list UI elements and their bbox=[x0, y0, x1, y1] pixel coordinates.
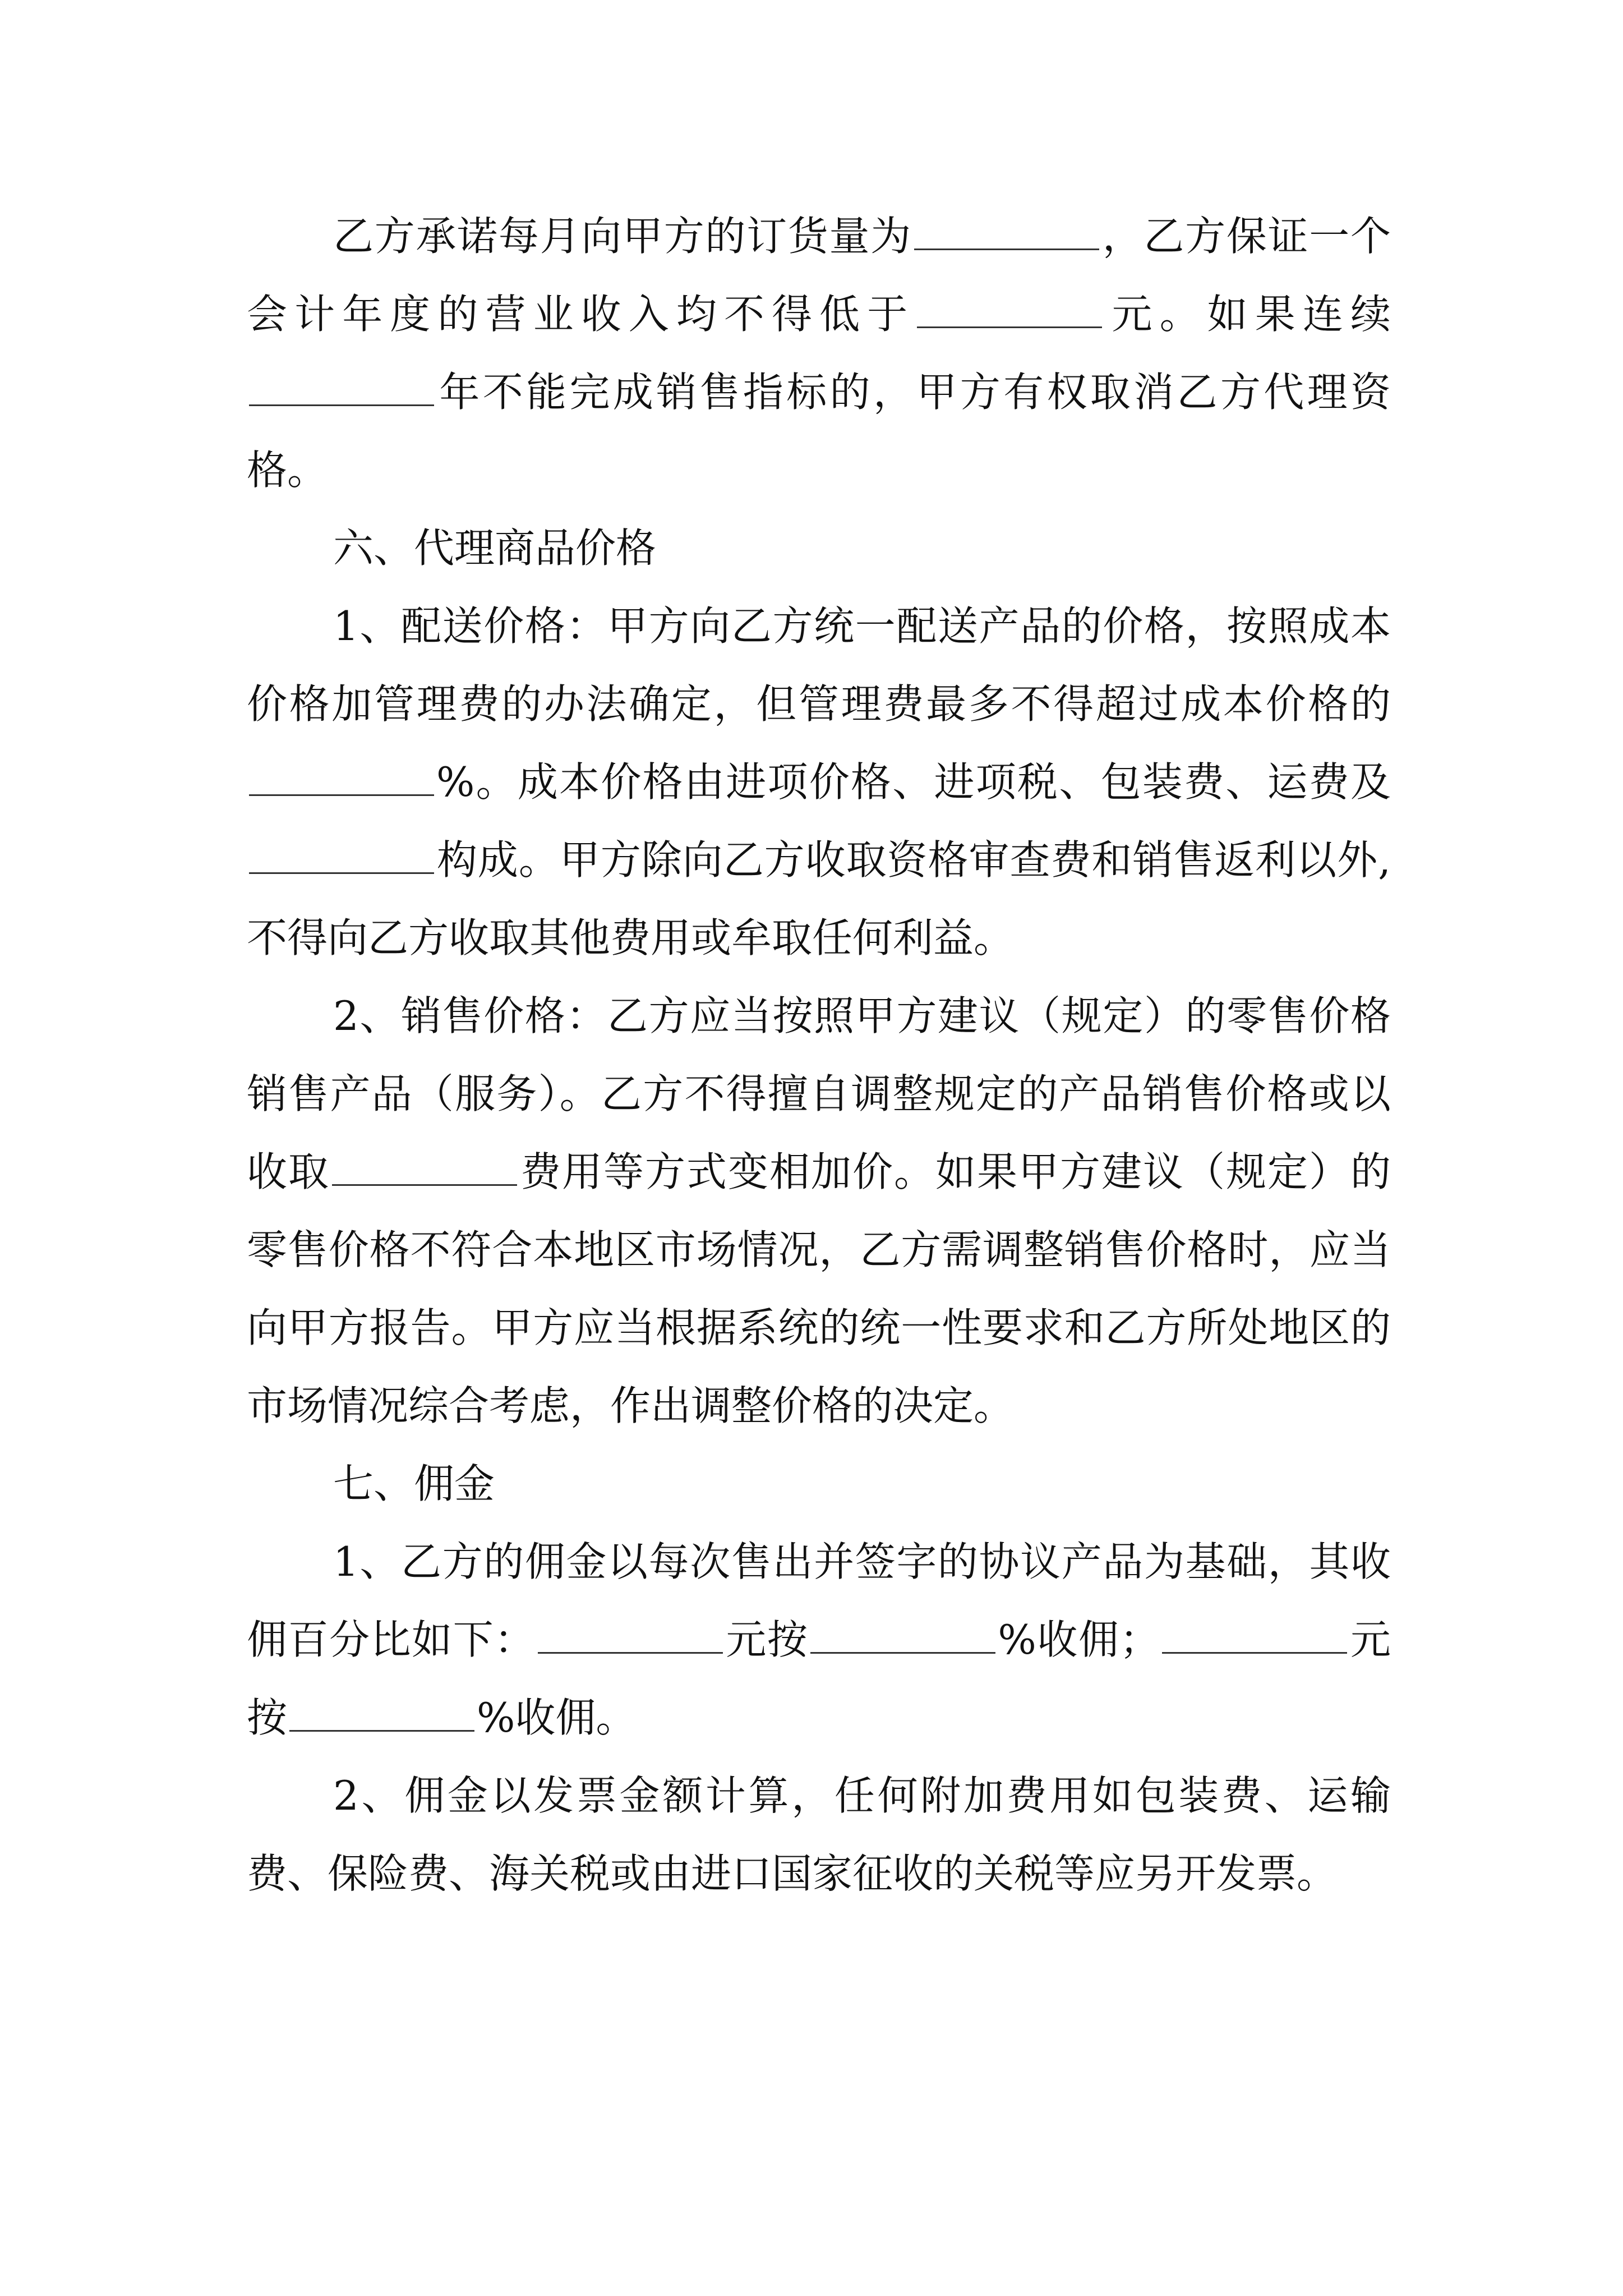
fill-blank[interactable] bbox=[249, 368, 434, 406]
fill-blank[interactable] bbox=[289, 1694, 474, 1732]
fill-blank[interactable] bbox=[332, 1148, 517, 1186]
text-segment: 构成。甲方除向乙方收取资格审查费和销售返利以外,不得向乙方收取其他费用或牟取任何利益。 bbox=[247, 836, 1391, 961]
text-segment: 1、乙方的佣金以每次售出并签字的协议产品为基础，其收佣百分比如下： bbox=[247, 1538, 1391, 1663]
text-segment: 元按 bbox=[725, 1616, 809, 1663]
text-segment: %。成本价格由进项价格、进项税、包装费、运费及 bbox=[436, 758, 1391, 806]
text-segment: 年不能完成销售指标的，甲方有权取消乙方代理资格。 bbox=[247, 369, 1391, 494]
fill-blank[interactable] bbox=[914, 212, 1099, 250]
text-segment: %收佣； bbox=[998, 1616, 1160, 1663]
text-segment: 费用等方式变相加价。如果甲方建议（规定）的零售价格不符合本地区市场情况，乙方需调整销售价格时，应当向甲方报告。甲方应当根据系统的统一性要求和乙方所处地区的市场情况综合考虑，作出调整价格的决定。 bbox=[247, 1148, 1391, 1429]
paragraph-delivery-price bbox=[247, 587, 1391, 977]
section-heading-commission: 七、佣金 bbox=[333, 1460, 495, 1507]
fill-blank[interactable] bbox=[249, 836, 434, 874]
paragraph-commission-invoice bbox=[247, 1757, 1391, 1913]
fill-blank[interactable] bbox=[1162, 1616, 1347, 1654]
fill-blank[interactable] bbox=[917, 290, 1102, 328]
document-body bbox=[247, 197, 1391, 1913]
text-segment: %收佣。 bbox=[477, 1694, 637, 1741]
text-segment: 2、销售价格：乙方应当按照甲方建议（规定）的零售价格销售产品（服务）。乙方不得擅自调整规定的产品销售价格或以收取 bbox=[247, 992, 1391, 1195]
fill-blank[interactable] bbox=[249, 758, 434, 796]
section-heading-pricing: 六、代理商品价格 bbox=[333, 524, 657, 572]
paragraph-sales-target bbox=[247, 197, 1391, 509]
text-segment: 元按 bbox=[247, 1616, 1391, 1741]
paragraph-retail-price bbox=[247, 977, 1391, 1445]
text-segment: 1、配送价格：甲方向乙方统一配送产品的价格，按照成本价格加管理费的办法确定，但管理费最多不得超过成本价格的 bbox=[247, 602, 1391, 728]
text-segment: 乙方承诺每月向甲方的订货量为 bbox=[333, 213, 912, 260]
fill-blank[interactable] bbox=[538, 1616, 723, 1654]
text-segment: ，乙方保证一个会计年度的营业收入均不得低于 bbox=[247, 213, 1391, 338]
fill-blank[interactable] bbox=[810, 1616, 995, 1654]
text-segment: 元。如果连续 bbox=[1104, 291, 1391, 338]
text-segment: 2、佣金以发票金额计算，任何附加费用如包装费、运输费、保险费、海关税或由进口国家征收的关税等应另开发票。 bbox=[247, 1772, 1391, 1897]
paragraph-commission-rate bbox=[247, 1523, 1391, 1757]
